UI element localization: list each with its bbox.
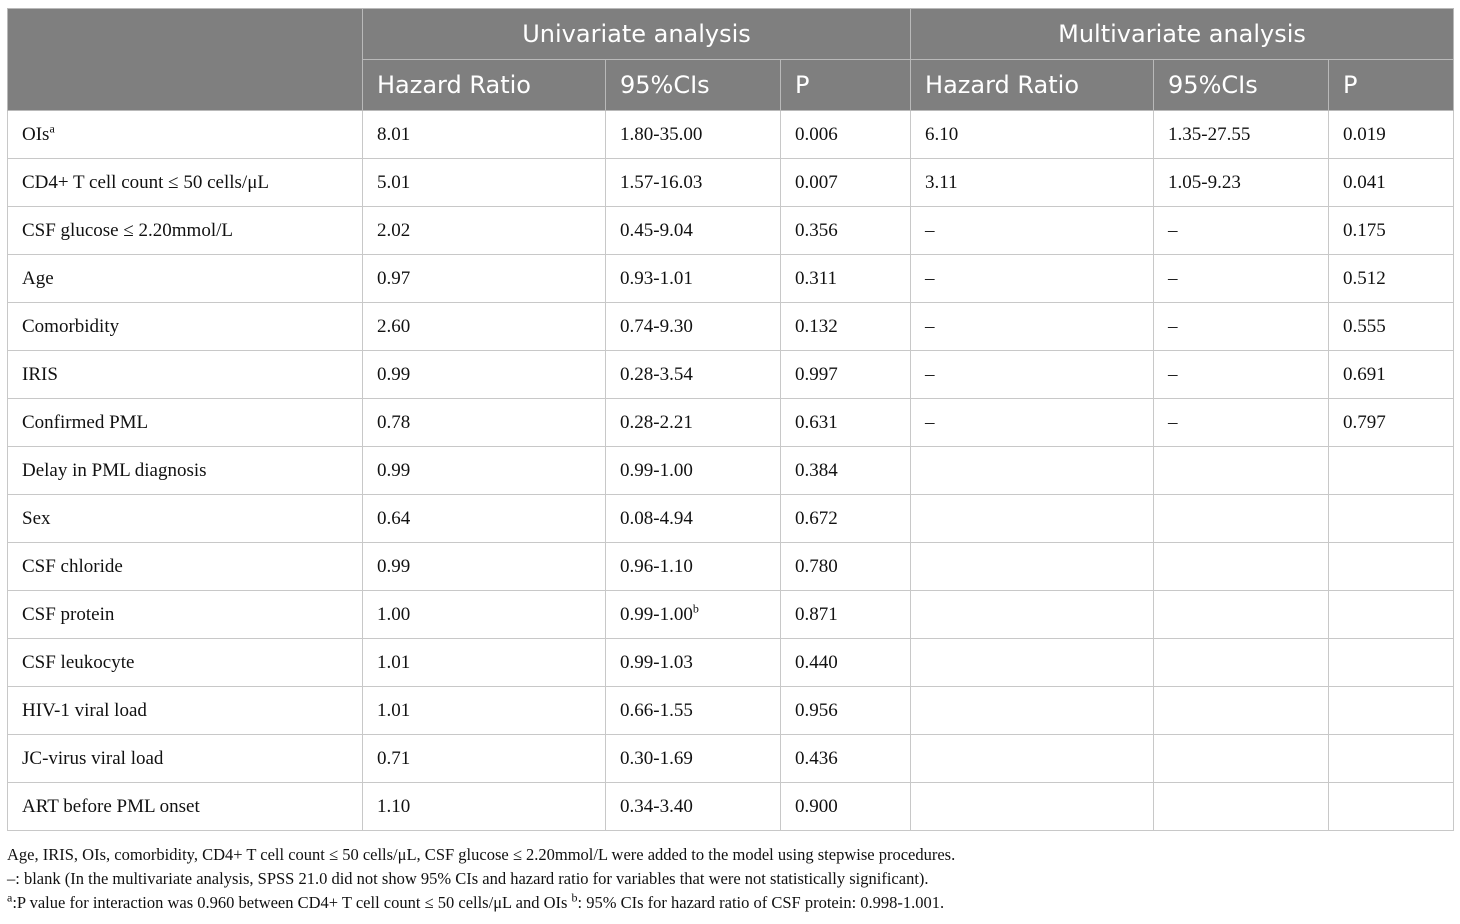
cell-multivariate-ci (1154, 783, 1329, 831)
table-footnotes (7, 843, 1453, 915)
cell-univariate-ci (606, 159, 781, 207)
header-multivariate-ci: 95%CIs (1154, 60, 1329, 111)
cell-multivariate-ci-text: – (1168, 315, 1178, 337)
cell-univariate-ci-text: 0.30-1.69 (620, 747, 693, 769)
cell-multivariate-p (1329, 591, 1454, 639)
cell-univariate-hazard-ratio-text: 1.01 (377, 651, 411, 673)
cell-variable (8, 399, 363, 447)
cell-multivariate-ci (1154, 159, 1329, 207)
cell-univariate-hazard-ratio-text: 8.01 (377, 123, 411, 145)
cell-univariate-ci (606, 255, 781, 303)
cell-multivariate-hazard-ratio-text: – (925, 315, 935, 337)
cell-univariate-hazard-ratio (363, 591, 606, 639)
cell-multivariate-p (1329, 495, 1454, 543)
footnote-sup-a: a (7, 890, 13, 905)
cell-multivariate-hazard-ratio (911, 783, 1154, 831)
cell-multivariate-p-text: 0.691 (1343, 363, 1386, 385)
header-univariate-hazard-ratio: Hazard Ratio (363, 60, 606, 111)
cell-univariate-p (781, 399, 911, 447)
cell-univariate-p-text: 0.871 (795, 603, 838, 625)
cell-multivariate-hazard-ratio (911, 255, 1154, 303)
cell-multivariate-p-text: 0.175 (1343, 219, 1386, 241)
cell-univariate-hazard-ratio-text: 0.64 (377, 507, 411, 529)
cell-multivariate-p (1329, 639, 1454, 687)
cell-multivariate-ci (1154, 687, 1329, 735)
cell-multivariate-ci (1154, 495, 1329, 543)
cell-multivariate-hazard-ratio (911, 543, 1154, 591)
cell-multivariate-p (1329, 111, 1454, 159)
cell-multivariate-ci (1154, 111, 1329, 159)
cell-univariate-ci (606, 495, 781, 543)
cell-univariate-hazard-ratio (363, 255, 606, 303)
cell-variable (8, 111, 363, 159)
footnote-a-text: :P value for interaction was 0.960 between CD4+ T cell count ≤ 50 cells/μL and OIs (12, 893, 572, 912)
table-body (8, 111, 1454, 831)
header-multivariate-p: P (1329, 60, 1454, 111)
cell-univariate-p-text: 0.436 (795, 747, 838, 769)
cell-multivariate-ci-text: – (1168, 363, 1178, 385)
cell-multivariate-p (1329, 207, 1454, 255)
cell-variable (8, 303, 363, 351)
cell-variable (8, 687, 363, 735)
cell-variable (8, 591, 363, 639)
cell-multivariate-ci (1154, 447, 1329, 495)
cell-multivariate-hazard-ratio (911, 639, 1154, 687)
cell-multivariate-ci-text: – (1168, 267, 1178, 289)
cell-variable (8, 783, 363, 831)
cell-multivariate-ci (1154, 735, 1329, 783)
cell-univariate-ci (606, 351, 781, 399)
header-variable-empty (8, 9, 363, 111)
cell-multivariate-p (1329, 159, 1454, 207)
cell-univariate-p-text: 0.356 (795, 219, 838, 241)
table-row (8, 351, 1454, 399)
cell-univariate-hazard-ratio (363, 303, 606, 351)
cell-univariate-p (781, 159, 911, 207)
footnote-marker: b (692, 601, 699, 616)
cell-variable-text: CD4+ T cell count ≤ 50 cells/μL (22, 171, 269, 193)
cell-variable (8, 495, 363, 543)
cell-variable (8, 735, 363, 783)
cell-univariate-ci (606, 735, 781, 783)
cell-variable-text: OIs (22, 123, 50, 145)
table-row (8, 783, 1454, 831)
cell-univariate-hazard-ratio (363, 351, 606, 399)
cell-univariate-ci-text: 0.96-1.10 (620, 555, 693, 577)
cell-univariate-ci (606, 399, 781, 447)
cell-multivariate-hazard-ratio (911, 687, 1154, 735)
cell-multivariate-hazard-ratio-text: 3.11 (925, 171, 958, 193)
cell-variable-text: IRIS (22, 363, 58, 385)
cell-variable (8, 543, 363, 591)
cell-multivariate-hazard-ratio (911, 399, 1154, 447)
cell-univariate-hazard-ratio-text: 0.71 (377, 747, 411, 769)
header-multivariate: Multivariate analysis (911, 9, 1454, 60)
header-univariate-ci: 95%CIs (606, 60, 781, 111)
cell-multivariate-ci (1154, 255, 1329, 303)
cell-univariate-p-text: 0.311 (795, 267, 838, 289)
table-row (8, 255, 1454, 303)
cell-variable (8, 159, 363, 207)
cell-multivariate-p (1329, 255, 1454, 303)
cell-univariate-hazard-ratio-text: 0.97 (377, 267, 411, 289)
cell-univariate-ci-text: 0.99-1.00 (620, 603, 693, 625)
cell-univariate-hazard-ratio (363, 639, 606, 687)
cell-univariate-hazard-ratio (363, 735, 606, 783)
cell-multivariate-hazard-ratio (911, 735, 1154, 783)
cell-multivariate-hazard-ratio (911, 591, 1154, 639)
cell-variable (8, 351, 363, 399)
cell-multivariate-ci (1154, 639, 1329, 687)
cell-multivariate-hazard-ratio (911, 159, 1154, 207)
cell-univariate-p-text: 0.006 (795, 123, 838, 145)
cell-multivariate-hazard-ratio (911, 495, 1154, 543)
cell-multivariate-ci (1154, 351, 1329, 399)
table-row (8, 543, 1454, 591)
cell-multivariate-p (1329, 783, 1454, 831)
cell-univariate-hazard-ratio-text: 0.99 (377, 459, 411, 481)
cell-univariate-ci-text: 0.34-3.40 (620, 795, 693, 817)
cell-univariate-hazard-ratio-text: 2.02 (377, 219, 411, 241)
table-row (8, 591, 1454, 639)
cell-univariate-hazard-ratio (363, 495, 606, 543)
cell-univariate-p (781, 303, 911, 351)
footnote-sup-b: b (571, 890, 578, 905)
table-row (8, 303, 1454, 351)
cell-variable-text: Delay in PML diagnosis (22, 459, 207, 481)
cell-univariate-hazard-ratio (363, 543, 606, 591)
cell-variable-text: ART before PML onset (22, 795, 200, 817)
cell-univariate-ci (606, 447, 781, 495)
cell-univariate-ci-text: 0.99-1.03 (620, 651, 693, 673)
cell-multivariate-hazard-ratio (911, 447, 1154, 495)
cell-variable (8, 447, 363, 495)
cell-univariate-p-text: 0.384 (795, 459, 838, 481)
cell-univariate-hazard-ratio-text: 1.01 (377, 699, 411, 721)
cell-univariate-p-text: 0.780 (795, 555, 838, 577)
cell-variable (8, 255, 363, 303)
cell-univariate-ci-text: 0.28-2.21 (620, 411, 693, 433)
cell-univariate-ci (606, 111, 781, 159)
header-multivariate-hazard-ratio: Hazard Ratio (911, 60, 1154, 111)
cell-multivariate-hazard-ratio (911, 111, 1154, 159)
cell-variable-text: Comorbidity (22, 315, 120, 337)
table-row (8, 495, 1454, 543)
cell-univariate-p (781, 735, 911, 783)
cell-univariate-p-text: 0.440 (795, 651, 838, 673)
cell-multivariate-ci-text: – (1168, 411, 1178, 433)
cell-multivariate-hazard-ratio-text: – (925, 411, 935, 433)
cell-univariate-ci-text: 0.93-1.01 (620, 267, 693, 289)
footnote-blank: –: blank (In the multivariate analysis, SPSS 21.0 did not show 95% CIs and hazard ratio for variables that were not statistically significant). (7, 869, 929, 888)
cell-multivariate-p-text: 0.019 (1343, 123, 1386, 145)
cell-univariate-p-text: 0.956 (795, 699, 838, 721)
table-row (8, 399, 1454, 447)
cell-univariate-ci (606, 303, 781, 351)
cell-variable-text: Sex (22, 507, 51, 529)
cell-univariate-ci-text: 0.45-9.04 (620, 219, 693, 241)
cell-variable-text: Age (22, 267, 54, 289)
cell-univariate-hazard-ratio (363, 687, 606, 735)
cell-univariate-hazard-ratio-text: 0.99 (377, 363, 411, 385)
cell-variable-text: CSF protein (22, 603, 115, 625)
cell-univariate-p-text: 0.631 (795, 411, 838, 433)
cell-variable-text: JC-virus viral load (22, 747, 164, 769)
cell-multivariate-p-text: 0.512 (1343, 267, 1386, 289)
footnote-b-text: : 95% CIs for hazard ratio of CSF protein: 0.998-1.001. (577, 893, 945, 912)
cell-multivariate-hazard-ratio (911, 351, 1154, 399)
cell-multivariate-p (1329, 447, 1454, 495)
cell-univariate-ci (606, 207, 781, 255)
cell-univariate-p (781, 351, 911, 399)
cell-univariate-ci (606, 783, 781, 831)
header-univariate-p: P (781, 60, 911, 111)
cell-multivariate-ci (1154, 303, 1329, 351)
cell-multivariate-hazard-ratio (911, 207, 1154, 255)
cell-multivariate-p (1329, 303, 1454, 351)
cell-variable-text: HIV-1 viral load (22, 699, 147, 721)
cell-univariate-hazard-ratio-text: 1.10 (377, 795, 411, 817)
cell-multivariate-p-text: 0.555 (1343, 315, 1386, 337)
cell-univariate-ci-text: 1.80-35.00 (620, 123, 703, 145)
cell-univariate-hazard-ratio (363, 399, 606, 447)
cell-univariate-p-text: 0.672 (795, 507, 838, 529)
cell-univariate-hazard-ratio (363, 783, 606, 831)
cell-univariate-p (781, 207, 911, 255)
cell-multivariate-ci (1154, 207, 1329, 255)
cell-variable (8, 639, 363, 687)
cell-multivariate-p (1329, 543, 1454, 591)
cell-univariate-p (781, 447, 911, 495)
cell-multivariate-p-text: 0.797 (1343, 411, 1386, 433)
cell-multivariate-p (1329, 351, 1454, 399)
cell-multivariate-p (1329, 735, 1454, 783)
cell-univariate-ci (606, 543, 781, 591)
cell-multivariate-hazard-ratio-text: – (925, 267, 935, 289)
cell-univariate-p-text: 0.997 (795, 363, 838, 385)
header-univariate: Univariate analysis (363, 9, 911, 60)
table-row (8, 735, 1454, 783)
cell-univariate-p (781, 591, 911, 639)
cell-univariate-hazard-ratio (363, 159, 606, 207)
cell-univariate-hazard-ratio-text: 0.78 (377, 411, 411, 433)
cell-multivariate-ci-text: 1.35-27.55 (1168, 123, 1251, 145)
cell-univariate-ci-text: 0.28-3.54 (620, 363, 693, 385)
cell-univariate-ci (606, 639, 781, 687)
cell-univariate-p (781, 543, 911, 591)
cell-multivariate-ci-text: 1.05-9.23 (1168, 171, 1241, 193)
cell-univariate-p (781, 111, 911, 159)
cell-univariate-ci (606, 687, 781, 735)
cell-multivariate-hazard-ratio-text: – (925, 363, 935, 385)
cell-variable-text: CSF leukocyte (22, 651, 135, 673)
cell-univariate-p (781, 495, 911, 543)
cell-univariate-hazard-ratio (363, 447, 606, 495)
cell-univariate-p-text: 0.900 (795, 795, 838, 817)
cell-univariate-p-text: 0.007 (795, 171, 838, 193)
cell-multivariate-ci (1154, 591, 1329, 639)
cell-univariate-ci (606, 591, 781, 639)
cell-variable-text: Confirmed PML (22, 411, 149, 433)
cell-univariate-hazard-ratio-text: 0.99 (377, 555, 411, 577)
table-row (8, 159, 1454, 207)
footnote-interaction (7, 891, 1453, 915)
cell-multivariate-hazard-ratio (911, 303, 1154, 351)
cell-univariate-hazard-ratio-text: 1.00 (377, 603, 411, 625)
cell-multivariate-ci-text: – (1168, 219, 1178, 241)
cell-multivariate-hazard-ratio-text: – (925, 219, 935, 241)
cell-multivariate-p (1329, 687, 1454, 735)
footnote-marker: a (49, 121, 55, 136)
cell-univariate-p (781, 783, 911, 831)
cell-univariate-hazard-ratio-text: 5.01 (377, 171, 411, 193)
cell-multivariate-hazard-ratio-text: 6.10 (925, 123, 959, 145)
cell-multivariate-ci (1154, 543, 1329, 591)
cell-univariate-ci-text: 0.74-9.30 (620, 315, 693, 337)
cell-univariate-hazard-ratio (363, 111, 606, 159)
cell-multivariate-ci (1154, 399, 1329, 447)
cell-multivariate-p-text: 0.041 (1343, 171, 1386, 193)
cell-variable (8, 207, 363, 255)
table-row (8, 207, 1454, 255)
cell-univariate-hazard-ratio (363, 207, 606, 255)
cell-multivariate-p (1329, 399, 1454, 447)
cell-univariate-ci-text: 0.99-1.00 (620, 459, 693, 481)
cell-univariate-p-text: 0.132 (795, 315, 838, 337)
cell-univariate-ci-text: 0.08-4.94 (620, 507, 693, 529)
table-row (8, 447, 1454, 495)
cell-variable-text: CSF glucose ≤ 2.20mmol/L (22, 219, 233, 241)
table-row (8, 687, 1454, 735)
hazard-ratio-table (7, 8, 1454, 831)
cell-univariate-hazard-ratio-text: 2.60 (377, 315, 411, 337)
cell-variable-text: CSF chloride (22, 555, 123, 577)
cell-univariate-ci-text: 1.57-16.03 (620, 171, 703, 193)
footnote-stepwise: Age, IRIS, OIs, comorbidity, CD4+ T cell count ≤ 50 cells/μL, CSF glucose ≤ 2.20mmol/L were added to the model using stepwise procedures. (7, 845, 956, 864)
table-container (7, 8, 1453, 915)
cell-univariate-p (781, 255, 911, 303)
cell-univariate-ci-text: 0.66-1.55 (620, 699, 693, 721)
table-row (8, 639, 1454, 687)
table-row (8, 111, 1454, 159)
cell-univariate-p (781, 687, 911, 735)
cell-univariate-p (781, 639, 911, 687)
